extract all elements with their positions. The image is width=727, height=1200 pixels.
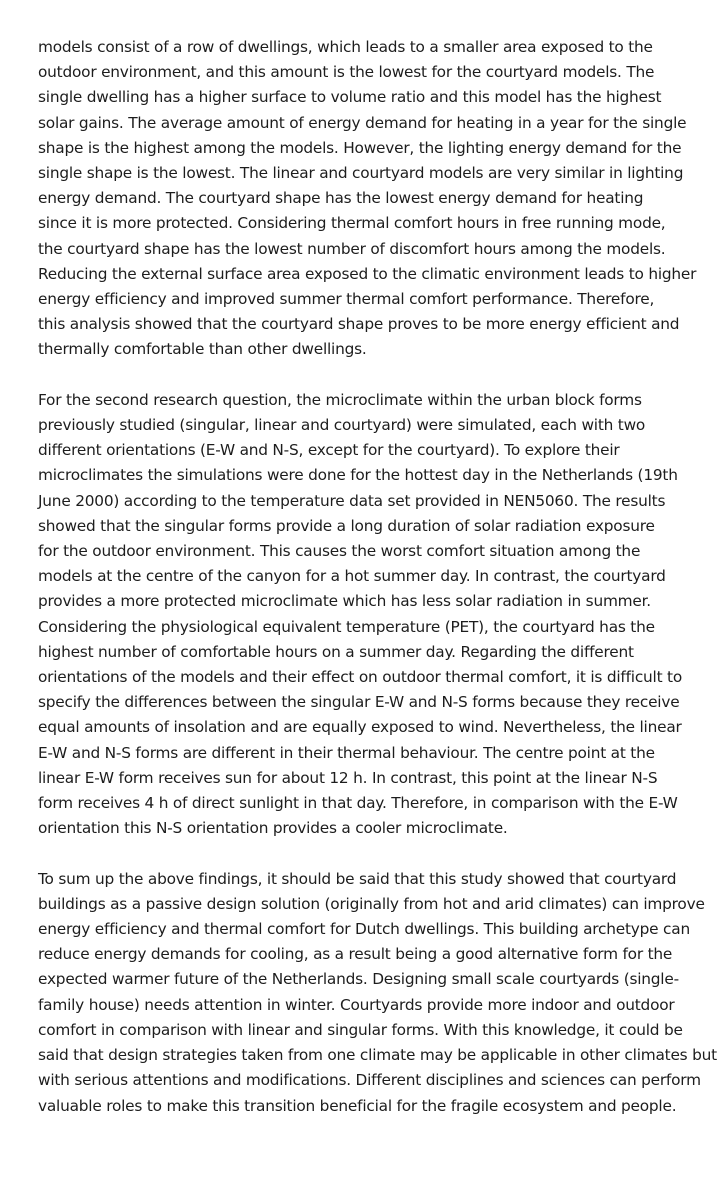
text-line: models at the centre of the canyon for a hot summer day. In contrast, the courtyard — [38, 567, 666, 586]
text-line: microclimates the simulations were done for the hottest day in the Netherlands (19th — [38, 466, 678, 485]
text-line: family house) needs attention in winter. Courtyards provide more indoor and outdoor — [38, 995, 675, 1014]
text-line: Reducing the external surface area exposed to the climatic environment leads to higher — [38, 264, 697, 283]
text-line: E-W and N-S forms are different in their thermal behaviour. The centre point at the — [38, 743, 655, 762]
text-line: June 2000) according to the temperature data set provided in NEN5060. The results — [38, 491, 666, 510]
document-page — [38, 35, 717, 1119]
text-line: showed that the singular forms provide a long duration of solar radiation exposure — [38, 516, 655, 535]
text-line: reduce energy demands for cooling, as a result being a good alternative form for the — [38, 945, 673, 964]
paragraph-conclusion — [38, 867, 717, 1119]
text-line: energy efficiency and improved summer thermal comfort performance. Therefore, — [38, 290, 655, 309]
text-line: provides a more protected microclimate which has less solar radiation in summer. — [38, 592, 651, 611]
text-line: this analysis showed that the courtyard shape proves to be more energy efficient and — [38, 315, 680, 334]
text-line: since it is more protected. Considering thermal comfort hours in free running mode, — [38, 214, 666, 233]
text-line: said that design strategies taken from one climate may be applicable in other climates but — [38, 1046, 717, 1065]
text-line: Considering the physiological equivalent temperature (PET), the courtyard has the — [38, 617, 655, 636]
text-line: different orientations (E-W and N-S, except for the courtyard). To explore their — [38, 441, 620, 460]
text-line: highest number of comfortable hours on a summer day. Regarding the different — [38, 642, 634, 661]
text-line: for the outdoor environment. This causes the worst comfort situation among the — [38, 542, 641, 561]
text-line: with serious attentions and modifications. Different disciplines and sciences can perform — [38, 1071, 701, 1090]
paragraph-building-energy-summary — [38, 35, 710, 363]
text-line: orientation this N-S orientation provides a cooler microclimate. — [38, 819, 508, 838]
text-line: shape is the highest among the models. However, the lighting energy demand for the — [38, 138, 682, 157]
text-line: outdoor environment, and this amount is the lowest for the courtyard models. The — [38, 63, 655, 82]
text-line: solar gains. The average amount of energy demand for heating in a year for the single — [38, 113, 687, 132]
text-line: previously studied (singular, linear and courtyard) were simulated, each with two — [38, 416, 646, 435]
text-line: linear E-W form receives sun for about 12 h. In contrast, this point at the linear N-S — [38, 768, 658, 787]
text-line: comfort in comparison with linear and singular forms. With this knowledge, it could be — [38, 1020, 683, 1039]
text-line: expected warmer future of the Netherlands. Designing small scale courtyards (single- — [38, 970, 679, 989]
text-line: orientations of the models and their effect on outdoor thermal comfort, it is difficult to — [38, 668, 683, 687]
text-line: models consist of a row of dwellings, which leads to a smaller area exposed to the — [38, 38, 653, 56]
text-line: energy efficiency and thermal comfort for Dutch dwellings. This building archetype can — [38, 920, 690, 939]
text-line: form receives 4 h of direct sunlight in that day. Therefore, in comparison with the E-W — [38, 794, 678, 813]
text-line: valuable roles to make this transition beneficial for the fragile ecosystem and people. — [38, 1096, 677, 1115]
text-line: single dwelling has a higher surface to volume ratio and this model has the highest — [38, 88, 662, 107]
text-line: single shape is the lowest. The linear and courtyard models are very similar in lighting — [38, 164, 684, 183]
text-line: To sum up the above findings, it should be said that this study showed that courtyard — [38, 869, 677, 888]
text-line: specify the differences between the singular E-W and N-S forms because they receive — [38, 693, 680, 712]
text-line: thermally comfortable than other dwellings. — [38, 340, 367, 359]
text-line: energy demand. The courtyard shape has the lowest energy demand for heating — [38, 189, 644, 208]
text-line: equal amounts of insolation and are equally exposed to wind. Nevertheless, the linear — [38, 718, 682, 737]
text-line: For the second research question, the microclimate within the urban block forms — [38, 390, 642, 409]
text-line: the courtyard shape has the lowest number of discomfort hours among the models. — [38, 239, 666, 258]
text-line: buildings as a passive design solution (originally from hot and arid climates) can improve — [38, 894, 705, 913]
paragraph-microclimate-summary — [38, 388, 710, 842]
